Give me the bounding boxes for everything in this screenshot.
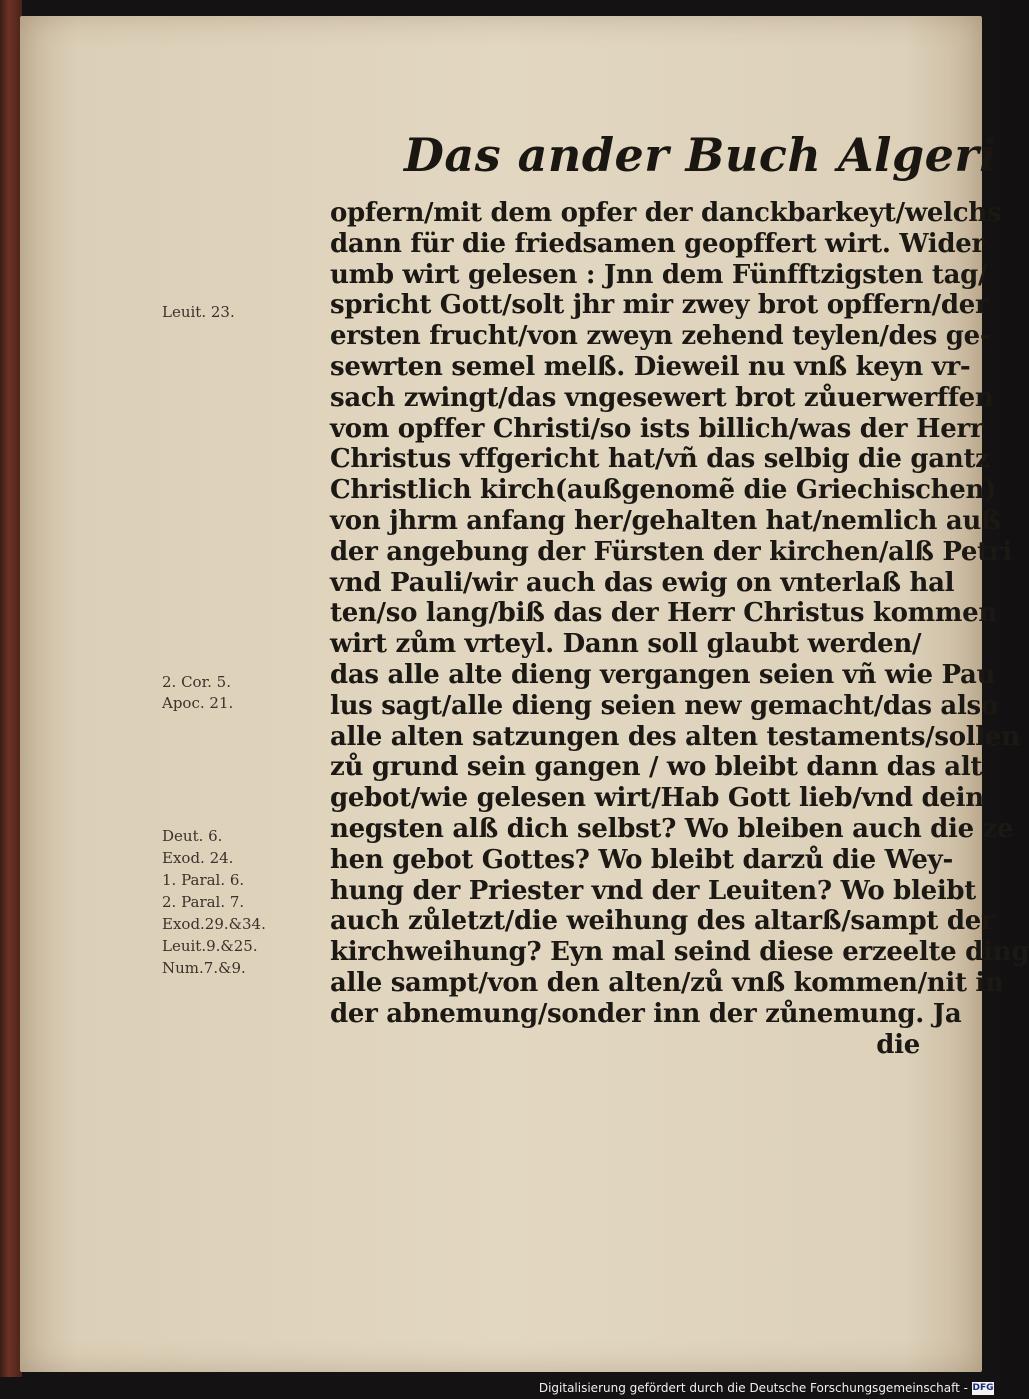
text-line: negsten alß dich selbst? Wo bleiben auch die ze: [330, 813, 1014, 844]
margin-note-apoc: Apoc. 21.: [162, 694, 234, 712]
margin-note-exod-2: Exod.29.&34.: [162, 915, 266, 933]
margin-note-cor: 2. Cor. 5.: [162, 673, 231, 691]
text-line: das alle alte dieng vergangen seien vñ wie Pau: [330, 659, 996, 690]
text-line: ten/so lang/biß das der Herr Christus kommen: [330, 598, 997, 629]
text-line: von jhrm anfang her/gehalten hat/nemlich auß: [330, 505, 1001, 536]
footer-bar: [0, 1377, 1000, 1399]
dfg-logo: DFG: [972, 1383, 994, 1393]
text-line: der abnemung/sonder inn der zůnemung. Ja: [330, 998, 962, 1029]
text-line: zů grund sein gangen / wo bleibt dann das alt: [330, 752, 983, 783]
text-line: alle sampt/von den alten/zů vnß kommen/nit in: [330, 967, 1004, 998]
text-line: alle alten satzungen des alten testaments/sollen: [330, 721, 1020, 752]
book-spine: [0, 0, 22, 1380]
text-line: wirt zům vrteyl. Dann soll glaubt werden/: [330, 629, 922, 660]
text-line: lus sagt/alle dieng seien new gemacht/das also: [330, 690, 998, 721]
margin-note-paral-1: 1. Paral. 6.: [162, 871, 245, 889]
body-text: [330, 198, 1029, 1060]
text-line: umb wirt gelesen : Jnn dem Fünfftzigsten tag/: [330, 259, 988, 290]
margin-note-num: Num.7.&9.: [162, 959, 246, 977]
text-line: vnd Pauli/wir auch das ewig on vnterlaß hal: [330, 567, 955, 598]
text-line: auch zůletzt/die weihung des altarß/sampt der: [330, 906, 995, 937]
text-line: Christus vffgericht hat/vñ das selbig die gantz: [330, 444, 990, 475]
digitization-credit: Digitalisierung gefördert durch die Deutsche Forschungsgemeinschaft -: [538, 1381, 968, 1395]
text-line: dann für die friedsamen geopffert wirt. Wider: [330, 228, 985, 259]
catchword: die: [876, 1029, 920, 1060]
text-line: gebot/wie gelesen wirt/Hab Gott lieb/vnd dein: [330, 783, 984, 814]
text-line: vom opffer Christi/so ists billich/was der Herr: [330, 413, 984, 444]
text-line: hung der Priester vnd der Leuiten? Wo bleibt: [330, 875, 977, 906]
text-line: sach zwingt/das vngesewert brot zůuerwerffen: [330, 382, 994, 413]
running-head: Das ander Buch Algeri: [404, 128, 998, 182]
text-line: sewrten semel melß. Dieweil nu vnß keyn vr-: [330, 351, 971, 382]
margin-note-deut: Deut. 6.: [162, 827, 223, 845]
text-line: ersten frucht/von zweyn zehend teylen/des ge-: [330, 321, 991, 352]
text-line: der angebung der Fürsten der kirchen/alß Petri: [330, 536, 1012, 567]
text-line: kirchweihung? Eyn mal seind diese erzeelte ding: [330, 937, 1029, 968]
margin-note-paral-2: 2. Paral. 7.: [162, 893, 245, 911]
text-line: opfern/mit dem opfer der danckbarkeyt/welchs: [330, 198, 1002, 228]
text-line: spricht Gott/solt jhr mir zwey brot opffern/der: [330, 290, 989, 321]
text-line: Christlich kirch(außgenomẽ die Griechischen): [330, 475, 997, 506]
margin-note-leuit-2: Leuit.9.&25.: [162, 937, 258, 955]
margin-note-leuit: Leuit. 23.: [162, 303, 235, 321]
margin-note-exod: Exod. 24.: [162, 849, 234, 867]
text-line: hen gebot Gottes? Wo bleibt darzů die Wey-: [330, 844, 953, 875]
